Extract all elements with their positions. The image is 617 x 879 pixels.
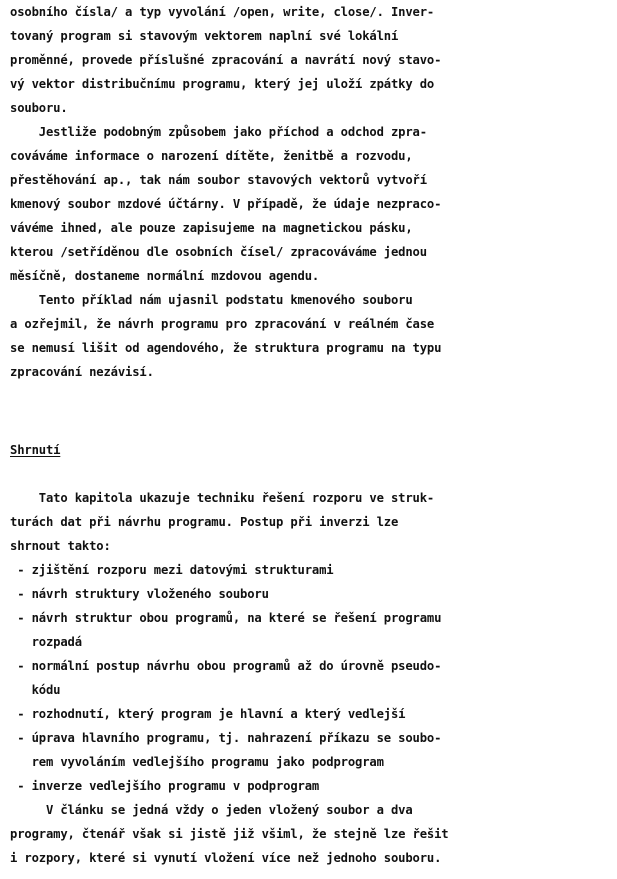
paragraph-line: se nemusí lišit od agendového, že struktura programu na typu bbox=[10, 341, 442, 355]
paragraph-line: programy, čtenář však si jistě již všiml, že stejně lze řešit bbox=[10, 827, 449, 841]
paragraph-line: V článku se jedná vždy o jeden vložený soubor a dva bbox=[10, 803, 413, 817]
paragraph-line: přestěhování ap., tak nám soubor stavových vektorů vytvoří bbox=[10, 173, 427, 187]
paragraph-line: zpracování nezávisí. bbox=[10, 365, 154, 379]
list-item: - úprava hlavního programu, tj. nahrazení příkazu se soubo- bbox=[10, 731, 442, 745]
paragraph-line: Jestliže podobným způsobem jako příchod a odchod zpra- bbox=[10, 125, 427, 139]
paragraph-line: proměnné, provede příslušné zpracování a navrátí nový stavo- bbox=[10, 53, 442, 67]
paragraph-line: souboru. bbox=[10, 101, 68, 115]
list-item-continuation: rozpadá bbox=[10, 635, 82, 649]
paragraph-line: a ozřejmil, že návrh programu pro zpracování v reálném čase bbox=[10, 317, 435, 331]
paragraph-line: cováváme informace o narození dítěte, ženitbě a rozvodu, bbox=[10, 149, 413, 163]
paragraph-line: osobního čísla/ a typ vyvolání /open, write, close/. Inver- bbox=[10, 5, 435, 19]
list-item-continuation: rem vyvoláním vedlejšího programu jako podprogram bbox=[10, 755, 384, 769]
paragraph-line: vý vektor distribučnímu programu, který jej uloží zpátky do bbox=[10, 77, 435, 91]
list-item: - návrh struktur obou programů, na které se řešení programu bbox=[10, 611, 442, 625]
list-item: - normální postup návrhu obou programů až do úrovně pseudo- bbox=[10, 659, 442, 673]
paragraph-line: kterou /setříděnou dle osobních čísel/ zpracováváme jednou bbox=[10, 245, 427, 259]
list-item: - zjištění rozporu mezi datovými strukturami bbox=[10, 563, 334, 577]
paragraph-line: Tato kapitola ukazuje techniku řešení rozporu ve struk- bbox=[10, 491, 435, 505]
list-item: - návrh struktury vloženého souboru bbox=[10, 587, 269, 601]
paragraph-line: měsíčně, dostaneme normální mzdovou agendu. bbox=[10, 269, 320, 283]
paragraph-line: i rozpory, které si vynutí vložení více než jednoho souboru. bbox=[10, 851, 442, 865]
paragraph-line: vávéme ihned, ale pouze zapisujeme na magnetickou pásku, bbox=[10, 221, 413, 235]
paragraph-line: Tento příklad nám ujasnil podstatu kmenového souboru bbox=[10, 293, 413, 307]
paragraph-line: tovaný program si stavovým vektorem naplní své lokální bbox=[10, 29, 399, 43]
paragraph-line: kmenový soubor mzdové účtárny. V případě, že údaje nezpraco- bbox=[10, 197, 442, 211]
list-item: - rozhodnutí, který program je hlavní a který vedlejší bbox=[10, 707, 406, 721]
paragraph-line: shrnout takto: bbox=[10, 539, 111, 553]
section-heading: Shrnutí bbox=[10, 443, 61, 457]
list-item: - inverze vedlejšího programu v podprogram bbox=[10, 779, 320, 793]
paragraph-line: turách dat při návrhu programu. Postup při inverzi lze bbox=[10, 515, 399, 529]
list-item-continuation: kódu bbox=[10, 683, 61, 697]
